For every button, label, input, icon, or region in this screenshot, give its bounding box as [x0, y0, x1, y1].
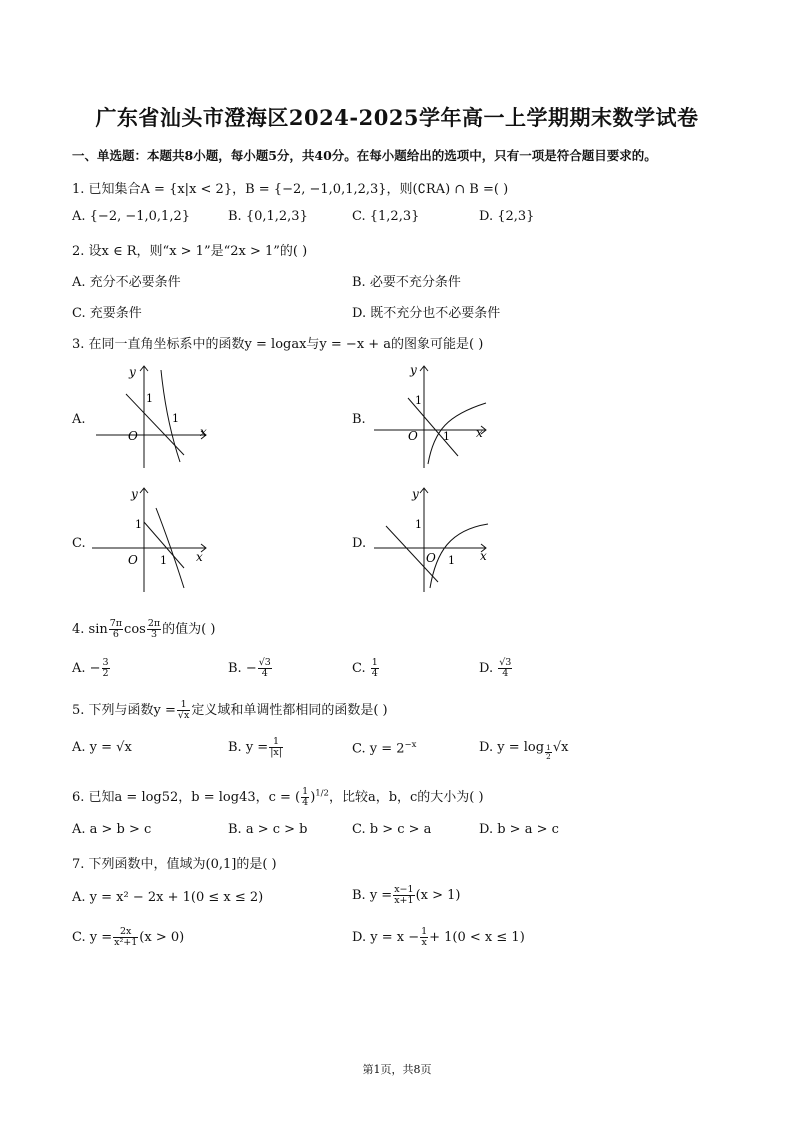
axis-y-label: y [129, 365, 136, 379]
q2-option-d: D. 既不充分也不必要条件 [352, 306, 501, 321]
question-1-stem: 1. 已知集合A = {x|x < 2}，B = {−2, −1,0,1,2,3}，则(∁RA) ∩ B =( ) [72, 182, 509, 197]
q1-option-b: B. {0,1,2,3} [228, 209, 308, 224]
q3-option-d-label: D. [352, 536, 367, 551]
q3-graph-b [368, 360, 498, 472]
question-7-stem: 7. 下列函数中，值域为(0,1]的是( ) [72, 857, 277, 872]
origin-label: O [408, 429, 418, 443]
q1-option-c: C. {1,2,3} [352, 209, 420, 224]
q4-option-d: D. $\frac{√3}{4}$ [479, 657, 512, 679]
q7-option-d: D. y = x − $\frac{1}{x}$ + 1(0 < x ≤ 1) [352, 926, 525, 948]
q1-option-d: D. {2,3} [479, 209, 535, 224]
q3-option-a-label: A. [72, 412, 86, 427]
axis-x-label: x [200, 425, 207, 439]
q5-option-a: A. y = √x [72, 740, 132, 755]
question-3-stem: 3. 在同一直角坐标系中的函数y = logax与y = −x + a的图象可能是( ) [72, 337, 484, 352]
tick-label-x-1: 1 [172, 412, 179, 425]
page-title: 广东省汕头市澄海区2024-2025学年高一上学期期末数学试卷 [95, 105, 699, 130]
q6-option-a: A. a > b > c [72, 822, 152, 837]
question-5-stem: 5. 下列与函数y = $\frac{1}{√x}$ 定义域和单调性都相同的函数是( ) [72, 699, 388, 721]
page-footer: 第1页，共8页 [362, 1063, 432, 1076]
origin-label: O [128, 429, 138, 443]
q2-option-a: A. 充分不必要条件 [72, 275, 181, 290]
q2-option-c: C. 充要条件 [72, 306, 142, 321]
q5-option-d: D. y = log $\frac{1}{2}$ √x [479, 740, 569, 761]
tick-label-x-1: 1 [443, 430, 450, 443]
tick-label-x-1: 1 [160, 554, 167, 567]
q3-option-b-label: B. [352, 412, 366, 427]
tick-label-y-1: 1 [146, 392, 153, 405]
q3-graph-d [368, 484, 498, 596]
tick-label-y-1: 1 [415, 394, 422, 407]
axis-y-label: y [410, 363, 417, 377]
q1-option-a: A. {−2, −1,0,1,2} [72, 209, 190, 224]
q7-option-a: A. y = x² − 2x + 1(0 ≤ x ≤ 2) [72, 890, 264, 905]
q6-option-d: D. b > a > c [479, 822, 559, 837]
origin-label: O [426, 551, 436, 565]
tick-label-y-1: 1 [415, 518, 422, 531]
q4-option-c: C. $\frac{1}{4}$ [352, 657, 378, 679]
q6-option-c: C. b > c > a [352, 822, 432, 837]
q4-option-a: A. − $\frac{3}{2}$ [72, 657, 109, 679]
q7-option-b: B. y = $\frac{x-1}{x+1}$ (x > 1) [352, 884, 461, 906]
question-4-stem: 4. sin $\frac{7\pi}{6}$ cos $\frac{2\pi}{3}$ 的值为( ) [72, 618, 216, 640]
tick-label-x-1: 1 [448, 554, 455, 567]
question-6-stem: 6. 已知a = log52，b = log43，c = ( $\frac{1}{4}$ )$^{1/2}$，比较a，b，c的大小为( ) [72, 786, 484, 808]
axis-x-label: x [476, 426, 483, 440]
axis-y-label: y [412, 487, 419, 501]
q3-graph-c [88, 484, 218, 596]
axis-x-label: x [480, 549, 487, 563]
section-heading: 一、单选题：本题共8小题，每小题5分，共40分。在每小题给出的选项中，只有一项是符合题目要求的。 [72, 148, 657, 163]
q7-option-c: C. y = $\frac{2x}{\text{x²+1}}$ (x > 0) [72, 926, 185, 948]
tick-label-y-1: 1 [135, 518, 142, 531]
q6-option-b: B. a > c > b [228, 822, 308, 837]
q3-graph-a [88, 360, 218, 472]
q4-option-b: B. − $\frac{√3}{4}$ [228, 657, 271, 679]
q5-option-b: B. y = $\frac{1}{|x|}$ [228, 736, 282, 758]
q2-option-b: B. 必要不充分条件 [352, 275, 461, 290]
origin-label: O [128, 553, 138, 567]
question-2-stem: 2. 设x ∈ R，则“x > 1”是“2x > 1”的( ) [72, 244, 308, 259]
axis-x-label: x [196, 550, 203, 564]
q3-option-c-label: C. [72, 536, 86, 551]
q5-option-c: C. $y = 2^{-x}$ [352, 740, 417, 757]
axis-y-label: y [131, 487, 138, 501]
